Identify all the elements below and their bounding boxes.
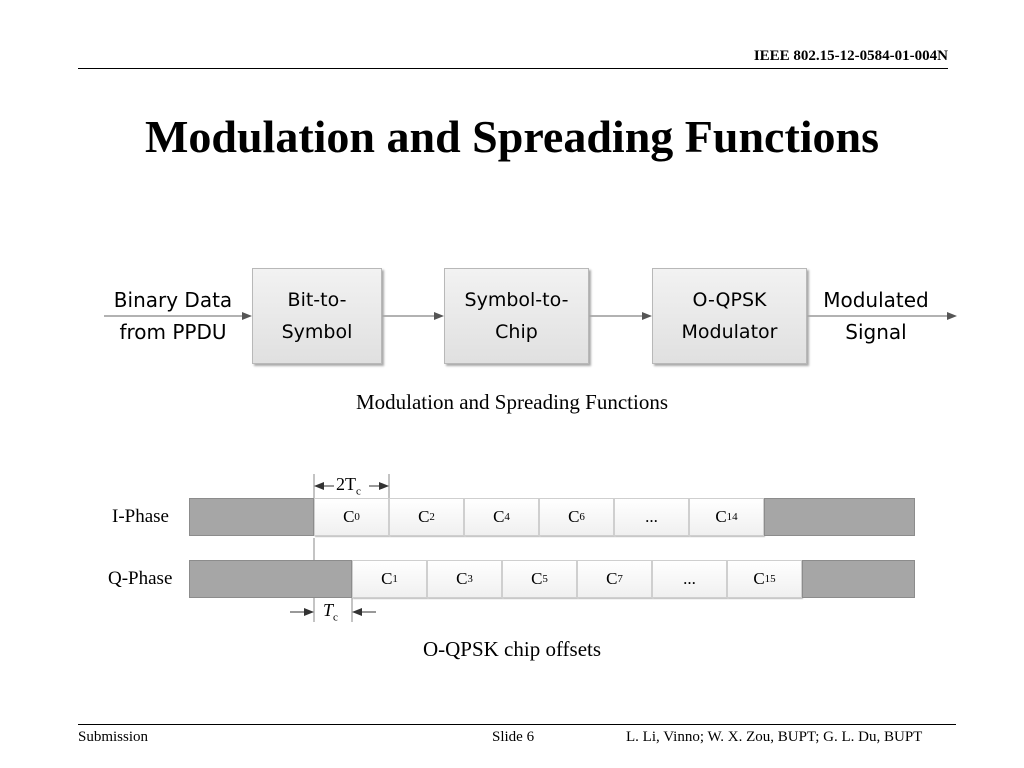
q-chip-c7: C 7 <box>577 560 652 598</box>
q-chip-c5: C 5 <box>502 560 577 598</box>
i-chip-c6: C 6 <box>539 498 614 536</box>
dim-2tc-label: $2T_c$ <box>336 474 361 498</box>
bit-to-symbol-label: Bit-to- Symbol <box>281 289 353 343</box>
q-chip-c1: C 1 <box>352 560 427 598</box>
output-label: Modulated Signal <box>823 288 929 344</box>
input-label: Binary Data from PPDU <box>113 288 233 344</box>
i-chip-c2: C 2 <box>389 498 464 536</box>
q-phase-label: Q-Phase <box>108 568 173 589</box>
q-phase-row <box>189 560 915 598</box>
i-chip-ellipsis: ... <box>614 498 689 536</box>
i-chip-c0: C 0 <box>314 498 389 536</box>
q-chip-c3: C 3 <box>427 560 502 598</box>
i-phase-label: I-Phase <box>112 506 169 527</box>
chip-caption: O-QPSK chip offsets <box>422 637 602 661</box>
footer-slide-number: Slide 6 <box>492 729 535 745</box>
q-chip-c15: C 15 <box>727 560 802 598</box>
document-id: IEEE 802.15-12-0584-01-004N <box>753 48 948 64</box>
footer-submission: Submission <box>78 729 149 745</box>
i-chip-c4: C 4 <box>464 498 539 536</box>
i-phase-lead-pad <box>189 498 314 536</box>
i-chip-c14: C 14 <box>689 498 764 536</box>
i-phase-trail-pad <box>764 498 915 536</box>
i-phase-row <box>189 498 915 536</box>
footer-rule <box>78 724 956 725</box>
symbol-to-chip-label: Symbol-to- Chip <box>464 289 569 343</box>
q-phase-trail-pad <box>802 560 915 598</box>
q-chip-ellipsis: ... <box>652 560 727 598</box>
q-phase-lead-pad <box>189 560 352 598</box>
oqpsk-modulator-label: O-QPSK Modulator <box>681 289 778 343</box>
footer-authors: L. Li, Vinno; W. X. Zou, BUPT; G. L. Du, BUPT <box>626 729 923 745</box>
dim-tc-label: $T_c$ <box>323 600 338 624</box>
flow-caption: Modulation and Spreading Functions <box>355 390 669 414</box>
slide-title: Modulation and Spreading Functions <box>144 111 880 162</box>
